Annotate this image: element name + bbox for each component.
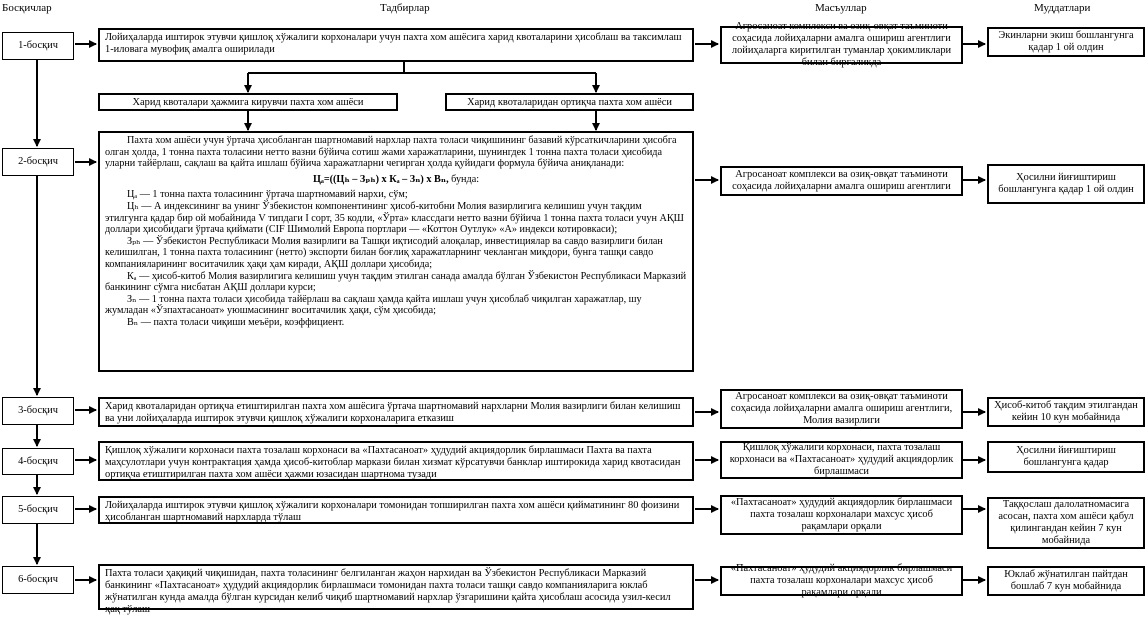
split-left-box: Харид квоталари ҳажмига кирувчи пахта хом ашёси xyxy=(98,93,398,111)
stage-2: 2-босқич xyxy=(2,148,74,176)
definition-3: Зₚₕ — Ўзбекистон Республикаси Молия вазирлиги ва Ташқи иқтисодий алоқалар, инвестициялар ва савдо вазирлиги билан келишилган, 1 тонна пахта толасининг (нетто) экспорти билан боғлиқ харажатларнинг чекланган миқдори, бунга ташқи савдо компанияларининг воситачилик ҳақи ҳам киради, АҚШ доллари ҳисобида; xyxy=(105,235,663,270)
responsible-4: Қишлоқ хўжалиги корхонаси, пахта тозалаш корхонаси ва «Пахтасаноат» ҳудудий акциядорлик бирлашмаси xyxy=(720,441,963,479)
measure-3: Харид квоталаридан ортиқча етиштирилган пахта хом ашёсига ўртача шартномавий нархларни Молия вазирлиги билан келишиш ва уни лойиҳаларда иштирок этувчи қишлоқ хўжалиги корхоналарига етказиш xyxy=(98,397,694,427)
deadline-1: Экинларни экиш бошлангунга қадар 1 ой олдин xyxy=(987,27,1145,57)
measure-2-intro: Пахта хом ашёси учун ўртача ҳисобланган шартномавий нархлар пахта толаси чиқишининг базавий кўрсаткичларини ҳисобга олган ҳолда, 1 тонна пахта толасини нетто вазни бўйича сотиш жами харажатларини, шунингдек 1 тонна пахта толаси ҳисобида уларни тайёрлаш, сақлаш ва қайта ишлаш бўйича харажатларни чегирган ҳолда қуйидаги формула бўйича аниқланади: xyxy=(105,135,677,170)
header-deadlines: Муддатлари xyxy=(1034,2,1091,14)
responsible-3: Агросаноат комплекси ва озиқ-овқат таъминоти соҳасида лойиҳаларни амалга ошириш агентлиги, Молия вазирлиги xyxy=(720,389,963,429)
definition-5: Зₙ — 1 тонна пахта толаси ҳисобида тайёрлаш ва сақлаш ҳамда қайта ишлаш учун ҳисоблаб чиқилган харажатлар, шу жумладан «Ўзпахтасаноат» уюшмасининг воситачилик ҳақи, сўм ҳисобида; xyxy=(105,293,642,317)
deadline-5: Таққослаш далолатномасига асосан, пахта хом ашёси қабул қилингандан кейин 7 кун мобайнида xyxy=(987,497,1145,549)
definition-2: Цₕ — А индексининг ва унинг Ўзбекистон компонентининг ҳисоб-китобни Молия вазирлигига келишиш учун тақдим этилгунга қадар бир ой мобайнида V типдаги I сорт, 35 кодли, «Ўрта» классдаги нетто вазни бўйича 1 тонна пахта толаси учун АҚШ доллари ҳисобидаги ўртача қиймати (CIF Шимолий Европа портлари — «Коттон Оутлук» «А» индекси котировкаси); xyxy=(105,200,684,236)
split-right-box: Харид квоталаридан ортиқча пахта хом ашёси xyxy=(445,93,694,111)
price-formula-expression: Цₐ=((Цₕ – Зₚₕ) х Кₐ – Зₙ) х Вₙ, xyxy=(312,173,449,185)
responsible-5: «Пахтасаноат» ҳудудий акциядорлик бирлашмаси пахта тозалаш корхоналари махсус ҳисоб рақамлари орқали xyxy=(720,495,963,535)
stage-5: 5-босқич xyxy=(2,496,74,524)
measure-4: Қишлоқ хўжалиги корхонаси пахта тозалаш корхонаси ва «Пахтасаноат» ҳудудий акциядорлик бирлашмаси Пахта ва пахта маҳсулотлари учун контрактация ҳамда ҳисоб-китоблар маркази билан хизмат кўрсатувчи банклар иштирокида харид квотасидан ортиқча етиштирилган пахта хом ашёси ҳажми юзасидан шартнома тузади xyxy=(98,441,694,481)
stage-3: 3-босқич xyxy=(2,397,74,425)
definition-1: Цₐ — 1 тонна пахта толасининг ўртача шартномавий нархи, сўм; xyxy=(127,189,408,201)
deadline-4: Ҳосилни йиғиштириш бошлангунга қадар xyxy=(987,441,1145,473)
responsible-1: Агросаноат комплекси ва озиқ-овқат таъминоти соҳасида лойиҳаларни амалга ошириш агентлиги лойиҳаларга киритилган туманлар ҳокимликлари билан биргаликда xyxy=(720,26,963,64)
deadline-3: Ҳисоб-китоб тақдим этилгандан кейин 10 кун мобайнида xyxy=(987,397,1145,427)
stage-4: 4-босқич xyxy=(2,448,74,475)
responsible-2: Агросаноат комплекси ва озиқ-овқат таъминоти соҳасида лойиҳаларни амалга ошириш агентлиги xyxy=(720,166,963,196)
measure-5: Лойиҳаларда иштирок этувчи қишлоқ хўжалиги корхоналари томонидан топширилган пахта хом ашёси қийматининг 80 фоизини ҳисобланган шартномавий нархларда тўлаш xyxy=(98,496,694,524)
stage-6: 6-босқич xyxy=(2,566,74,594)
deadline-2: Ҳосилни йиғиштириш бошлангунга қадар 1 ой олдин xyxy=(987,164,1145,204)
header-stages: Босқичлар xyxy=(2,2,52,14)
responsible-6: «Пахтасаноат» ҳудудий акциядорлик бирлашмаси пахта тозалаш корхоналари махсус ҳисоб рақамлари орқали xyxy=(720,566,963,596)
measure-1: Лойиҳаларда иштирок этувчи қишлоқ хўжалиги корхоналари учун пахта хом ашёсига харид квоталарини ҳисоблаш ва таксимлаш 1-иловага мувофиқ амалга оширилади xyxy=(98,28,694,62)
price-formula-tail: бунда: xyxy=(448,173,480,185)
stage-1: 1-босқич xyxy=(2,32,74,60)
header-measures: Тадбирлар xyxy=(380,2,430,14)
header-responsible: Масъуллар xyxy=(815,2,867,14)
definition-6: Вₙ — пахта толаси чиқиши меъёри, коэффициент. xyxy=(127,316,345,328)
measure-6: Пахта толаси ҳақиқий чиқишидан, пахта толасининг белгиланган жаҳон нархидан ва Ўзбекистон Республикаси Марказий банкининг «Пахтасаноат» ҳудудий акциядорлик бирлашмаси томонидан пахта толаси ташқи савдо компанияларига юклаб жўнатилган кунда амалда бўлган курсидан келиб чиқиб шартномавий нархлар ўзгаришини қайта ҳисоблаш асосида узил-кесил ҳақ тўлаш xyxy=(98,564,694,610)
definition-4: Кₐ — ҳисоб-китоб Молия вазирлигига келишиш учун тақдим этилган санада амалда бўлган Ўзбекистон Республикаси Марказий банкининг сўмга нисбатан АҚШ доллари курси; xyxy=(105,270,687,294)
price-formula xyxy=(105,174,687,186)
deadline-6: Юклаб жўнатилган пайтдан бошлаб 7 кун мобайнида xyxy=(987,566,1145,596)
measure-2 xyxy=(98,131,694,372)
